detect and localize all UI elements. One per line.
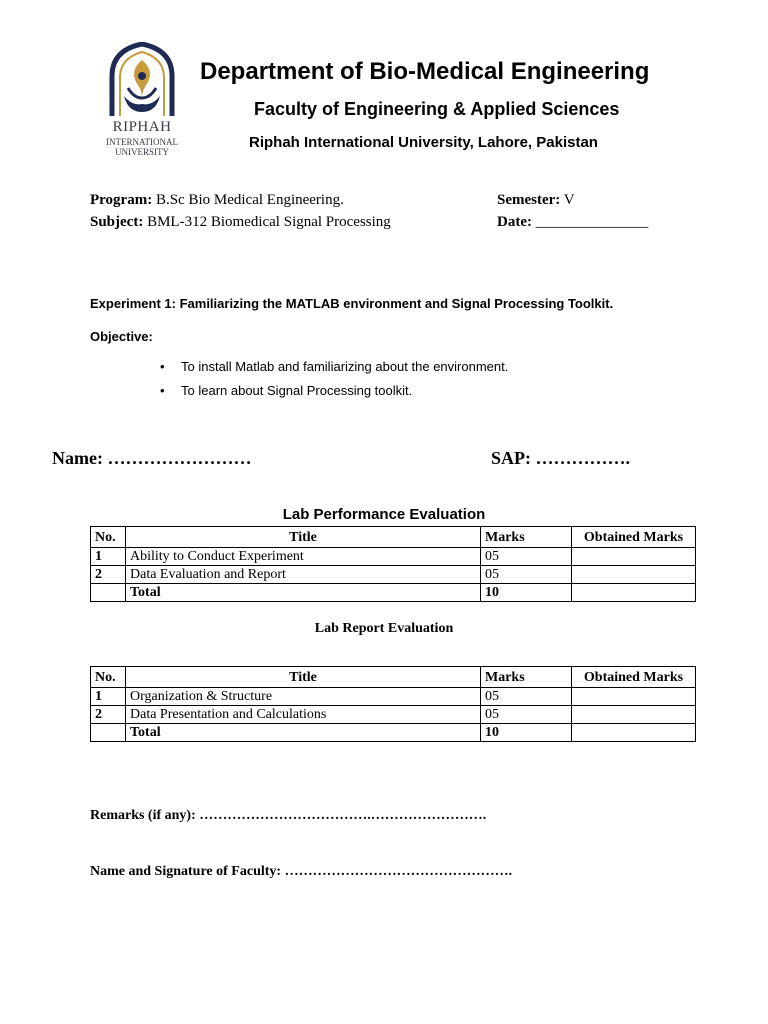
faculty-title: Faculty of Engineering & Applied Sciences (254, 99, 620, 119)
lab-performance-table (90, 526, 696, 602)
total-marks: 10 (481, 724, 572, 742)
row-title: Ability to Conduct Experiment (126, 548, 481, 566)
total-label: Total (126, 584, 481, 602)
row-obtained-marks[interactable] (572, 548, 696, 566)
column-header: No. (91, 667, 126, 688)
experiment-title: Experiment 1: Familiarizing the MATLAB environment and Signal Processing Toolkit. (90, 296, 614, 311)
lab-performance-title: Lab Performance Evaluation (282, 506, 486, 523)
program-line (90, 192, 344, 209)
semester-line (497, 192, 575, 209)
row-number: 1 (91, 688, 126, 706)
row-number: 2 (91, 706, 126, 724)
column-header: Title (126, 527, 481, 548)
column-header: Obtained Marks (572, 527, 696, 548)
student-name-line: Name: …………………… (52, 448, 252, 468)
logo-name: RIPHAH (112, 119, 172, 135)
row-marks: 05 (481, 688, 572, 706)
department-title: Department of Bio-Medical Engineering (200, 58, 650, 85)
row-marks: 05 (481, 566, 572, 584)
column-header: No. (91, 527, 126, 548)
student-sap-line: SAP: ……………. (491, 448, 630, 468)
semester-value: V (563, 192, 575, 208)
objective-item (160, 359, 508, 374)
row-title: Data Evaluation and Report (126, 566, 481, 584)
objective-text: To learn about Signal Processing toolkit. (181, 383, 413, 398)
table-row (91, 706, 696, 724)
row-number: 1 (91, 548, 126, 566)
row-title: Data Presentation and Calculations (126, 706, 481, 724)
logo-subtitle-1: INTERNATIONAL (106, 137, 178, 147)
row-number: 2 (91, 566, 126, 584)
row-obtained-marks[interactable] (572, 706, 696, 724)
subject-value: BML-312 Biomedical Signal Processing (147, 214, 391, 230)
table-header-row (91, 667, 696, 688)
table-row (91, 548, 696, 566)
row-number (91, 584, 126, 602)
column-header: Title (126, 667, 481, 688)
date-value: _______________ (535, 214, 649, 230)
program-label: Program: (90, 192, 153, 208)
program-value: B.Sc Bio Medical Engineering. (155, 192, 344, 208)
column-header: Obtained Marks (572, 667, 696, 688)
objective-item (160, 383, 412, 398)
column-header: Marks (481, 667, 572, 688)
faculty-signature-line: Name and Signature of Faculty: …………………………………………. (90, 864, 513, 879)
bullet-icon: • (160, 359, 165, 374)
subject-label: Subject: (90, 214, 144, 230)
table-total-row (91, 724, 696, 742)
total-obtained-marks[interactable] (572, 584, 696, 602)
riphah-university-crest-icon (98, 42, 186, 120)
table-header-row (91, 527, 696, 548)
logo-subtitle-2: UNIVERSITY (115, 147, 169, 157)
bullet-icon: • (160, 383, 165, 398)
row-title: Organization & Structure (126, 688, 481, 706)
row-marks: 05 (481, 706, 572, 724)
row-obtained-marks[interactable] (572, 688, 696, 706)
date-label: Date: (497, 214, 532, 230)
objective-label: Objective: (90, 329, 153, 344)
lab-report-title: Lab Report Evaluation (314, 621, 454, 636)
objective-text: To install Matlab and familiarizing about the environment. (181, 359, 509, 374)
row-marks: 05 (481, 548, 572, 566)
remarks-line: Remarks (if any): ……………………………….……………………. (90, 808, 487, 823)
total-marks: 10 (481, 584, 572, 602)
subject-line (90, 214, 391, 231)
table-row (91, 688, 696, 706)
table-total-row (91, 584, 696, 602)
row-obtained-marks[interactable] (572, 566, 696, 584)
university-line: Riphah International University, Lahore, Pakistan (249, 134, 598, 151)
total-label: Total (126, 724, 481, 742)
column-header: Marks (481, 527, 572, 548)
semester-label: Semester: (497, 192, 561, 208)
date-line (497, 214, 648, 231)
university-logo (98, 42, 186, 160)
lab-report-table (90, 666, 696, 742)
row-number (91, 724, 126, 742)
total-obtained-marks[interactable] (572, 724, 696, 742)
table-row (91, 566, 696, 584)
